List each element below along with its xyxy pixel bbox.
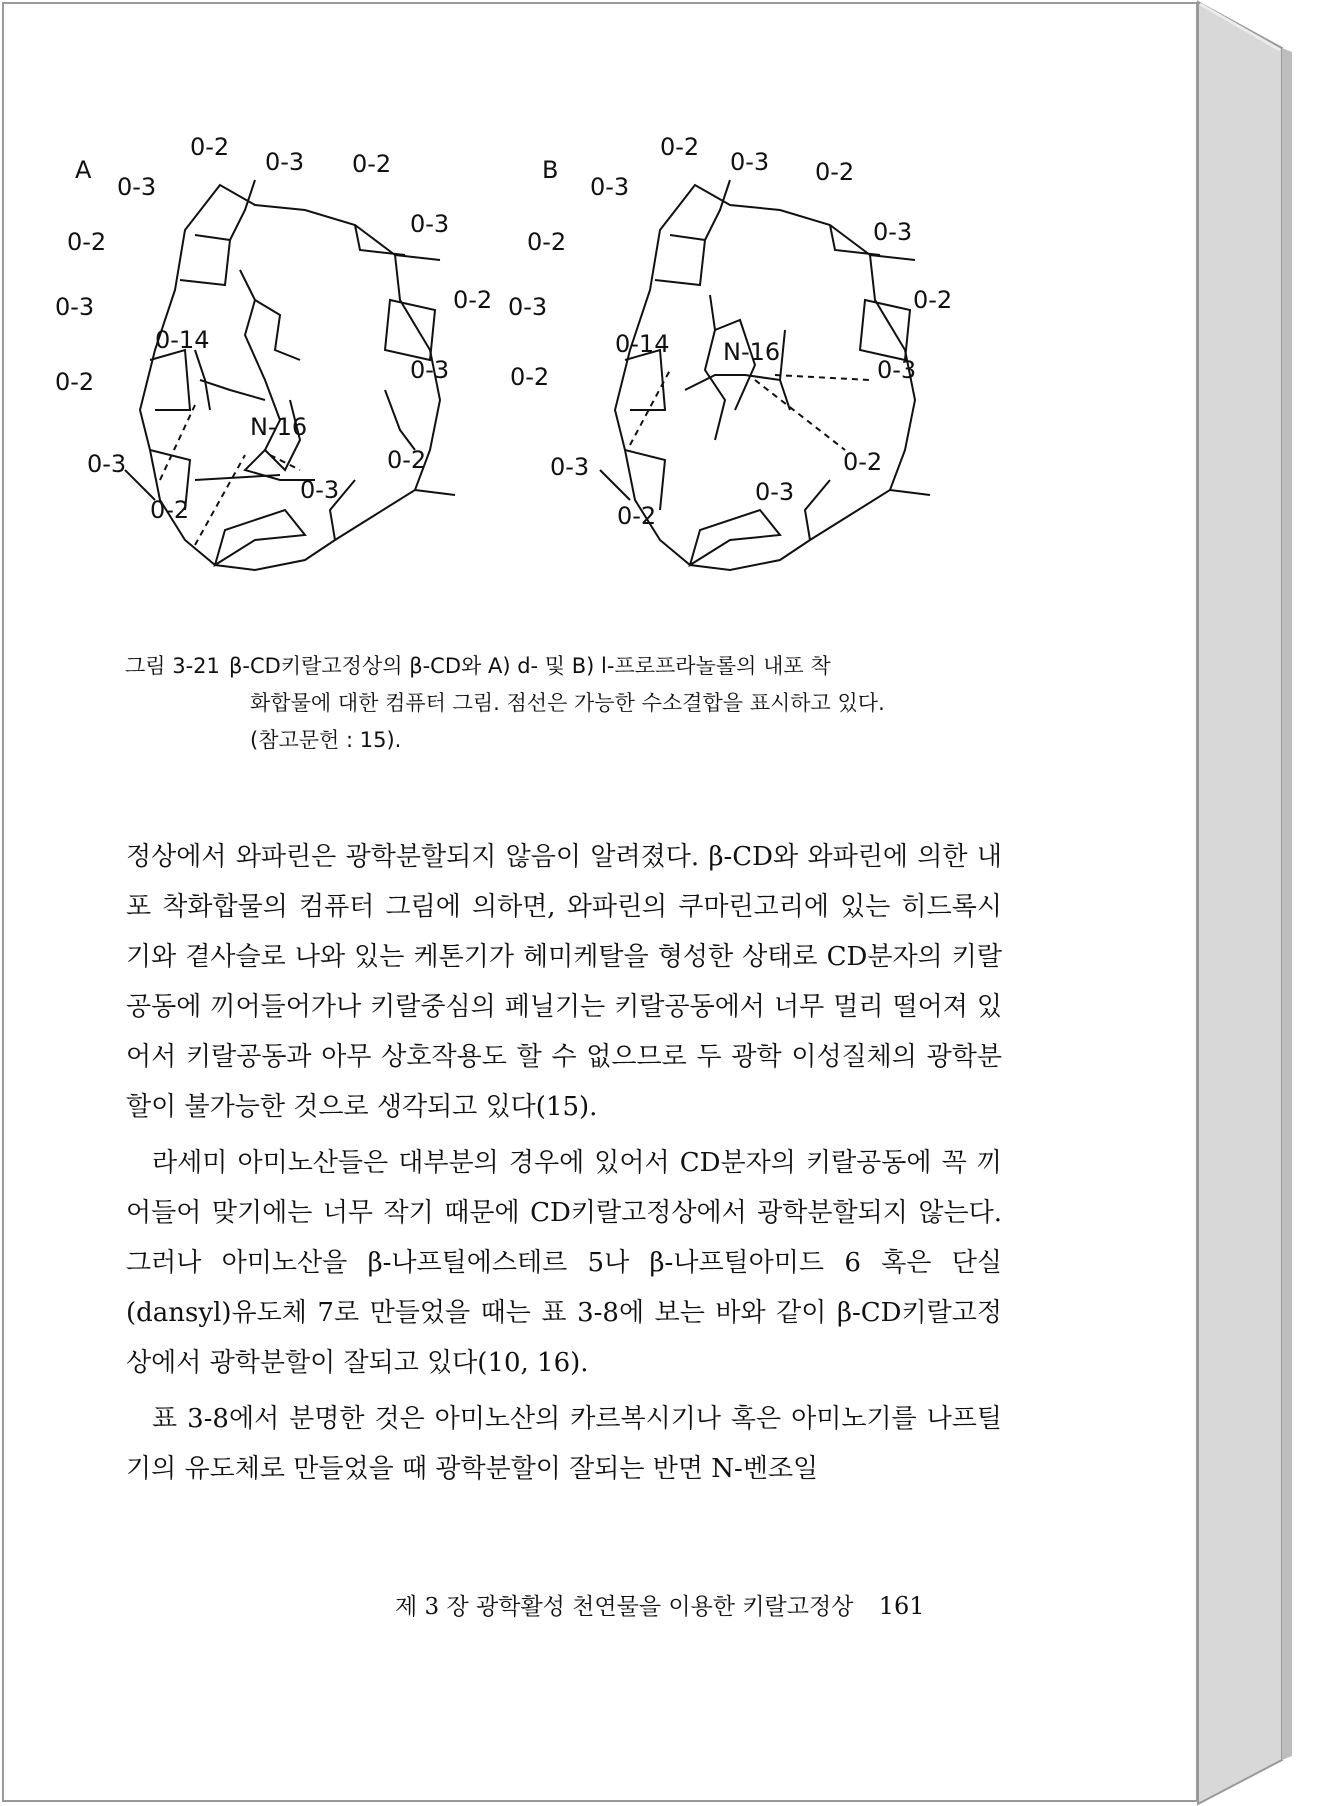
panel-b-label: 0-2	[815, 158, 855, 186]
panel-b-label: 0-2	[617, 502, 657, 530]
panel-a-label: 0-3	[265, 148, 305, 176]
paragraph-3: 표 3-8에서 분명한 것은 아미노산의 카르복시기나 혹은 아미노기를 나프틸기의 유도체로 만들었을 때 광학분할이 잘되는 반면 N-벤조일	[126, 1404, 1002, 1484]
panel-b-label: 0-2	[510, 363, 550, 391]
chapter-title: 제 3 장 광학활성 천연물을 이용한 키랄고정상	[395, 1594, 854, 1620]
panel-b-label: 0-3	[730, 148, 770, 176]
caption-line-1: β-CD키랄고정상의 β-CD와 A) d- 및 B) l-프로프라놀롤의 내포 착	[229, 654, 831, 678]
panel-a-label: 0-3	[55, 293, 95, 321]
panel-b-label: 0-3	[877, 356, 917, 384]
panel-a-label: 0-2	[67, 228, 107, 256]
page-number: 161	[878, 1592, 925, 1620]
panel-b-letter: B	[542, 156, 559, 184]
caption-line-3: (참고문헌 : 15).	[250, 728, 402, 752]
panel-a-label: N-16	[250, 413, 308, 441]
figure-caption	[125, 648, 1005, 759]
panel-a-label: 0-2	[453, 286, 493, 314]
panel-a-label: 0-14	[155, 326, 210, 354]
panel-a-label: 0-3	[117, 173, 157, 201]
panel-b-label: 0-3	[590, 173, 630, 201]
panel-b-label: 0-3	[550, 453, 590, 481]
panel-a-label: 0-2	[190, 133, 230, 161]
panel-a-label: 0-3	[410, 356, 450, 384]
panel-b-label: 0-3	[873, 218, 913, 246]
panel-b-label: 0-2	[913, 286, 953, 314]
panel-a-label: 0-3	[87, 450, 127, 478]
body-text	[126, 832, 1002, 1494]
caption-line-2: 화합물에 대한 컴퓨터 그림. 점선은 가능한 수소결합을 표시하고 있다.	[250, 691, 885, 715]
panel-a-label: 0-3	[410, 210, 450, 238]
cyclodextrin-figure	[55, 133, 1115, 610]
panel-b-labels	[508, 133, 952, 530]
panel-b-label: 0-2	[843, 448, 883, 476]
figure-drawing	[55, 133, 1115, 610]
panel-b-label: 0-3	[508, 293, 548, 321]
panel-a-label: 0-3	[300, 476, 340, 504]
panel-b-label: 0-2	[660, 133, 700, 161]
page-footer	[395, 1588, 925, 1621]
figure-number: 그림 3-21	[125, 654, 220, 678]
panel-a-label: 0-2	[387, 446, 427, 474]
panel-a-label: 0-2	[55, 368, 95, 396]
panel-a-label: 0-2	[352, 150, 392, 178]
panel-b-label: N-16	[723, 338, 781, 366]
panel-a-labels	[55, 133, 492, 524]
panel-b-label: 0-14	[615, 330, 670, 358]
panel-b-label: 0-2	[527, 228, 567, 256]
panel-a-label: 0-2	[150, 496, 190, 524]
panel-a-letter: A	[75, 156, 92, 184]
panel-b-label: 0-3	[755, 478, 795, 506]
paragraph-1: 정상에서 와파린은 광학분할되지 않음이 알려졌다. β-CD와 와파린에 의한 내포 착화합물의 컴퓨터 그림에 의하면, 와파린의 쿠마린고리에 있는 히드록시기와 곁사슬로 나와 있는 케톤기가 헤미케탈을 형성한 상태로 CD분자의 키랄공동에 끼어들어가나 키랄중심의 페닐기는 키랄공동에서 너무 멀리 떨어져 있어서 키랄공동과 아무 상호작용도 할 수 없으므로 두 광학 이성질체의 광학분할이 불가능한 것으로 생각되고 있다(15).	[126, 842, 1002, 1122]
paragraph-2: 라세미 아미노산들은 대부분의 경우에 있어서 CD분자의 키랄공동에 꼭 끼어들어 맞기에는 너무 작기 때문에 CD키랄고정상에서 광학분할되지 않는다. 그러나 아미노산을 β-나프틸에스테르 5나 β-나프틸아미드 6 혹은 단실(dansyl)유도체 7로 만들었을 때는 표 3-8에 보는 바와 같이 β-CD키랄고정상에서 광학분할이 잘되고 있다(10, 16).	[126, 1148, 1002, 1378]
